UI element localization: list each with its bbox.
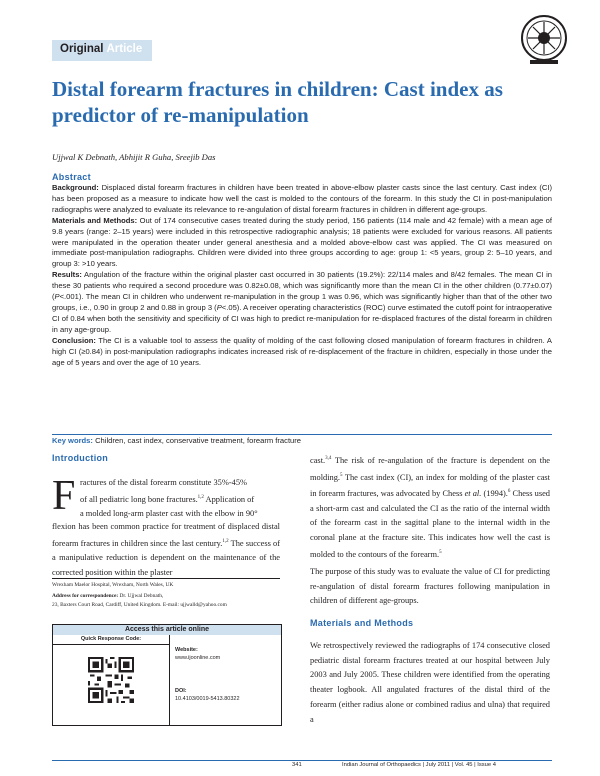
abstract-body [52, 183, 552, 368]
right-column-paragraph-2: The purpose of this study was to evaluate the value of CI for predicting re-angulation of distal forearm fractures following manipulation in children of different age-groups. [310, 567, 550, 606]
article-type-badge [52, 40, 152, 61]
affiliation-divider [52, 578, 280, 579]
keywords-label: Key words: [52, 436, 93, 445]
affiliation-block: Wrexham Maelor Hospital, Wrexham, North Wales, UK Address for correspondence: Dr. Ujjwal Debnath, 23, Baxters Court Road, Cardiff, United Kingdom. E-mail: ujjwalld@yahoo.com [52, 582, 227, 608]
introduction-heading: Introduction [52, 453, 109, 463]
badge-word-article: Article [106, 43, 143, 55]
right-column-paragraph-1: cast.$^{3,4}$ The risk of re-angulation of the fracture is dependent on the molding.$^5$ The cast index (CI), an index for molding of the plaster cast in forearm fractures, was advocated by Chess et al. (1994).$^6$ Chess used a short-arm cast and calculated the CI as the ratio of the internal width of the forearm cast in the sagittal plane to the internal width in the coronal plane at the fracture site. This indicates how well the cast is molded to the contours of the forearm.$^5$ [310, 455, 550, 559]
badge-word-original: Original [60, 43, 104, 55]
journal-citation: Indian Journal of Orthopaedics | July 2011 | Vol. 45 | Issue 4 [342, 762, 496, 768]
website-info [175, 647, 220, 662]
footer-divider [52, 760, 552, 761]
keywords-text: Children, cast index, conservative treatment, forearm fracture [95, 436, 302, 445]
doi-info [175, 688, 240, 703]
journal-seal-logo [520, 14, 568, 66]
abstract-results: Results: Angulation of the fracture within the original plaster cast occurred in 30 patients (19.2%): 22/114 males and 8/42 females. The mean CI in these 30 patients who required a second procedure was 0.82±0.08, which was significantly more than the mean CI in the other children (0.77±0.07) (P<.001). The mean CI in children who underwent re-manipulation in the group 1 was 0.96, which was significantly higher than that of the other two groups, i.e., 0.90 in group 2 and 0.88 in group 3 (P<.05). A receiver operating characteristics (ROC) curve estimated the cutoff point for intraoperative CI of 0.84 when both the sensitivity and specificity of CI was high to predict re-manipulation for re-displaced fractures of the distal forearm in children in any age-group. [52, 270, 552, 334]
access-online-box [52, 624, 282, 726]
intro-dropcap-lines: ractures of the distal forearm constitute 35%-45% of all pediatric long bone fractures.$^{1,2}$ Application of a molded long-arm plaster cast with the elbow in 90° [80, 478, 258, 519]
qr-code-icon[interactable] [88, 657, 134, 703]
right-column-paragraph-3: We retrospectively reviewed the radiographs of 174 consecutive closed pediatric distal forearm fractures treated at our hospital between July 2003 and July 2005. These children were identified from the operating theater logbook. All angulated fractures of the distal third of the forearm (either radius alone or combined radius and ulna) that required a [310, 641, 550, 724]
author-list: Ujjwal K Debnath, Abhijit R Guha, Sreejib Das [52, 152, 216, 162]
abstract-methods: Materials and Methods: Out of 174 consecutive cases treated during the study period, 156 patients (114 male and 42 female) with a mean age of 9.8 years (range: 2–15 years) were included in this retrospective radiographic analysis; 18 patients were excluded for various reasons. All patients were manipulated in the operation theater under general anesthesia and a molded above-elbow cast was applied. The CI was measured on immediate post-manipulation radiographs. Children were divided into three groups according to age: group 1: <5 years, group 2: 5–10 years, and group 3: >10 years. [52, 215, 552, 269]
doi-link[interactable]: 10.4103/0019-5413.80322 [175, 695, 240, 702]
abstract-conclusion: Conclusion: The CI is a valuable tool to assess the quality of molding of the cast following closed manipulation of forearm fractures in children. A high CI (≥0.84) in post-manipulation radiographs indicates increased risk of re-displacement of the fracture in children, especially in those under the age of 5 years and over the age of 10 years. [52, 335, 552, 367]
dropcap-letter: F [52, 473, 76, 519]
keywords-divider [52, 434, 552, 435]
access-header: Access this article online [53, 625, 281, 635]
qr-label: Quick Response Code: [53, 635, 170, 645]
abstract-background: Background: Displaced distal forearm fractures in children have been treated in above-elbow plaster casts since the last century. Cast index (CI) has been proposed as a measure to indicate how well the cast is molded to the contours of the forearm. In this study the CI in post-manipulation radiographs were analyzed to evaluate its relevance to re-angulation of distal forearm fractures in children in different age-groups. [52, 183, 552, 214]
intro-paragraph: flexion has been common practice for treatment of displaced distal forearm fractures in children since the last century.$^{1,2}$ The success of a manipulative reduction is dependent on the maintenance of the corrected position within the plaster [52, 522, 280, 577]
methods-heading: Materials and Methods [310, 618, 414, 628]
website-label: Website: [175, 647, 198, 653]
article-title: Distal forearm fractures in children: Cast index as predictor of re-manipulation [52, 77, 503, 127]
page-number: 341 [292, 762, 302, 768]
abstract-heading: Abstract [52, 172, 91, 182]
keywords-line [52, 436, 301, 445]
doi-label: DOI: [175, 688, 187, 694]
website-link[interactable]: www.ijoonline.com [175, 654, 221, 661]
qr-cell [53, 645, 170, 725]
